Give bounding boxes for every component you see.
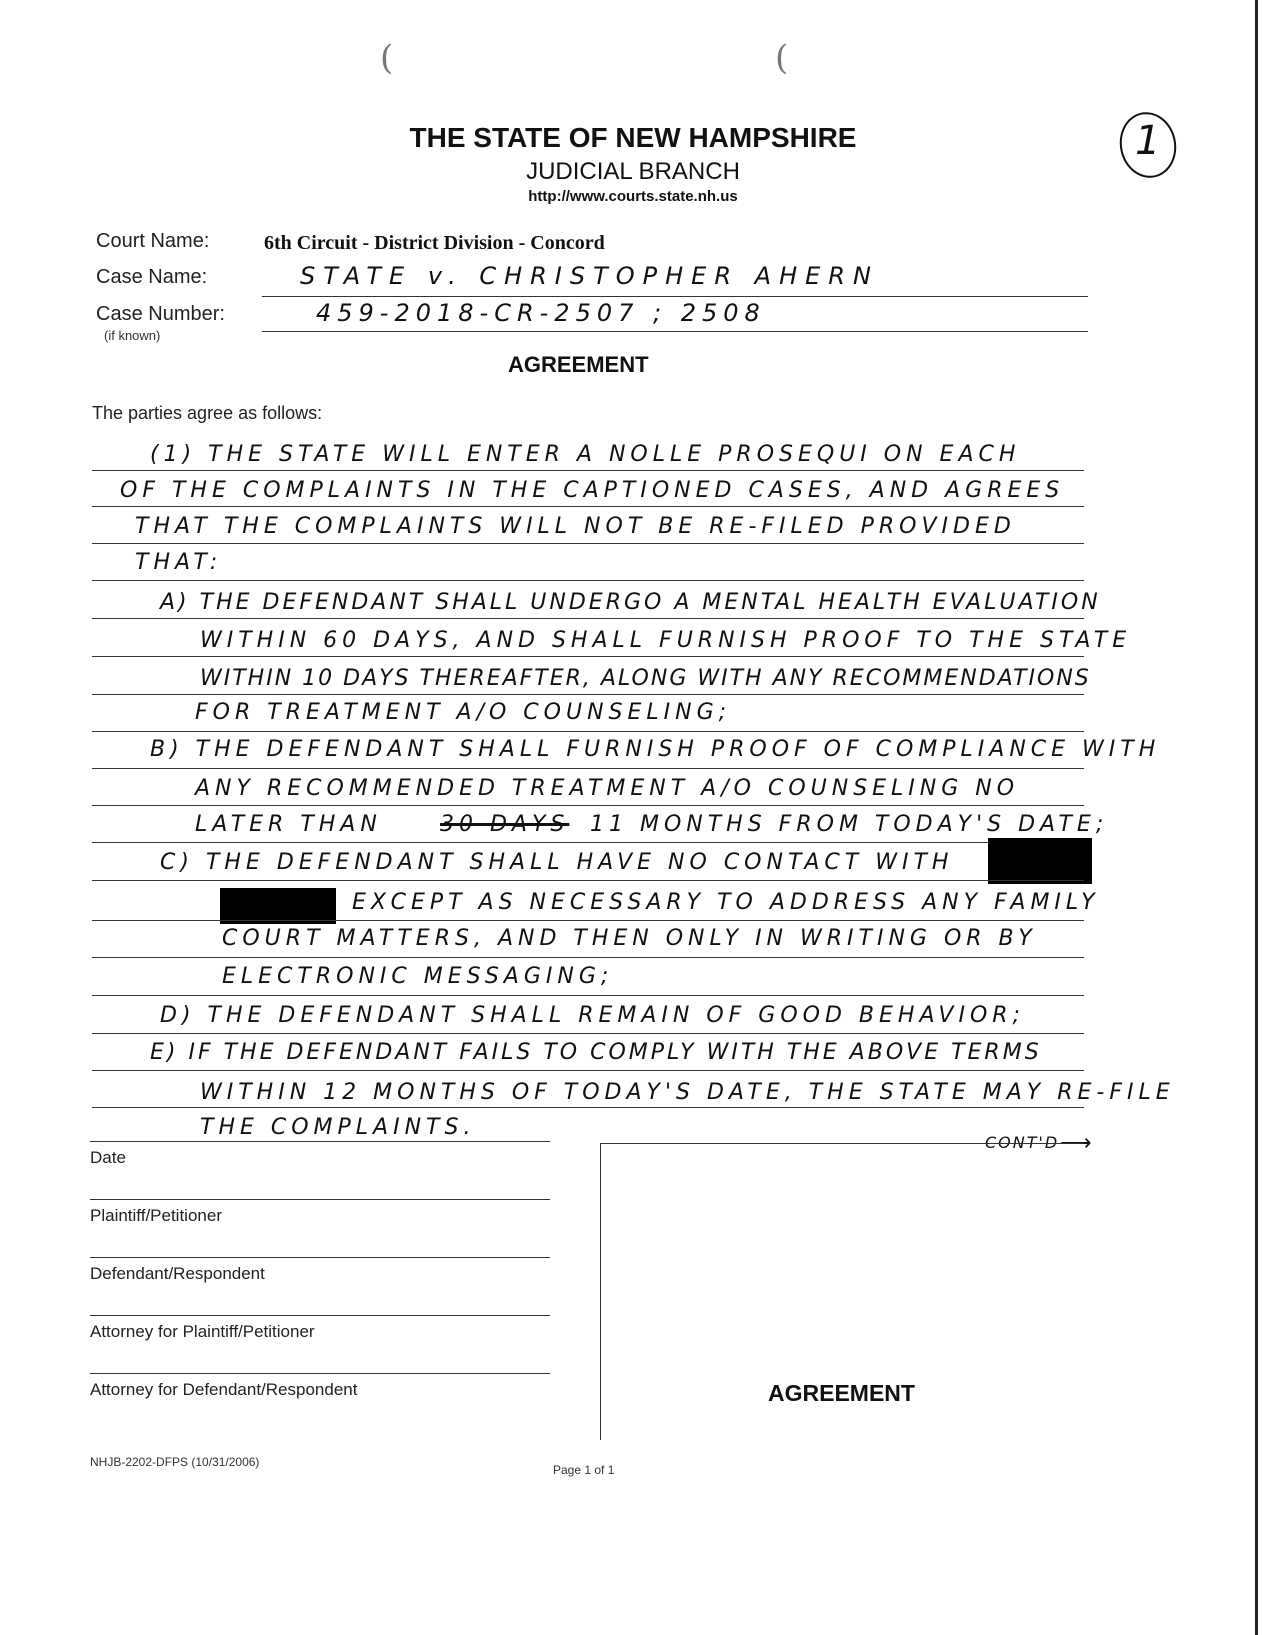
defendant-label: Defendant/Respondent	[90, 1264, 265, 1283]
form-id: NHJB-2202-DFPS (10/31/2006)	[90, 1455, 260, 1469]
atty-defendant-label: Attorney for Defendant/Respondent	[90, 1380, 358, 1399]
case-number-rule	[262, 331, 1088, 332]
struck-text: 30 DAYS	[440, 812, 570, 837]
punch-hole-left: (	[380, 38, 394, 78]
rule-14	[92, 957, 1084, 958]
hand-line-14: COURT MATTERS, AND THEN ONLY IN WRITING OR BY	[222, 926, 1037, 951]
case-number-note: (if known)	[104, 328, 161, 343]
hand-line-4: THAT:	[135, 550, 223, 575]
redaction-block	[220, 888, 336, 924]
hand-line-11-tail: 11 MONTHS FROM TODAY'S DATE;	[590, 812, 1109, 837]
hand-line-12: C) THE DEFENDANT SHALL HAVE NO CONTACT WITH	[160, 850, 954, 875]
rule-3	[92, 543, 1084, 544]
sig-rule-atty-plaintiff	[90, 1373, 550, 1374]
hand-line-5: A) THE DEFENDANT SHALL UNDERGO A MENTAL HEALTH EVALUATION	[160, 590, 1101, 615]
hand-line-7: WITHIN 10 DAYS THEREAFTER, ALONG WITH ANY RECOMMENDATIONS	[200, 666, 1091, 691]
state-title: THE STATE OF NEW HAMPSHIRE	[409, 122, 857, 153]
rule-10	[92, 805, 1084, 806]
rule-16	[92, 1033, 1084, 1034]
case-name-label: Case Name:	[96, 266, 208, 288]
rule-15	[92, 995, 1084, 996]
hand-line-18: WITHIN 12 MONTHS OF TODAY'S DATE, THE STATE MAY RE-FILE	[200, 1080, 1175, 1105]
rule-9	[92, 768, 1084, 769]
rule-12	[92, 880, 1084, 881]
continued-note: CONT'D	[985, 1133, 1060, 1152]
rule-4	[92, 580, 1084, 581]
scan-edge	[1255, 0, 1258, 1635]
court-name-value: 6th Circuit - District Division - Concord	[264, 232, 605, 254]
hand-line-19: THE COMPLAINTS.	[200, 1115, 476, 1140]
rule-13	[92, 920, 1084, 921]
hand-line-6: WITHIN 60 DAYS, AND SHALL FURNISH PROOF TO THE STATE	[200, 628, 1132, 653]
hand-line-3: THAT THE COMPLAINTS WILL NOT BE RE-FILED PROVIDED	[135, 514, 1016, 539]
case-name-rule	[262, 296, 1088, 297]
case-name-value: STATE v. CHRISTOPHER AHERN	[300, 262, 879, 290]
rule-11	[92, 842, 1084, 843]
rule-8	[92, 731, 1084, 732]
hand-line-10: ANY RECOMMENDED TREATMENT A/O COUNSELING NO	[195, 776, 1020, 801]
sig-rule-plaintiff	[90, 1257, 550, 1258]
hand-line-1: (1) THE STATE WILL ENTER A NOLLE PROSEQUI ON EACH	[150, 442, 1021, 467]
case-number-label: Case Number:	[96, 303, 225, 325]
document-title: AGREEMENT	[508, 352, 649, 377]
branch-title: JUDICIAL BRANCH	[526, 158, 740, 185]
rule-17	[92, 1070, 1084, 1071]
punch-hole-right: (	[775, 38, 789, 78]
hand-line-13: EXCEPT AS NECESSARY TO ADDRESS ANY FAMILY	[352, 890, 1100, 915]
box-title: AGREEMENT	[768, 1380, 915, 1406]
hand-line-2: OF THE COMPLAINTS IN THE CAPTIONED CASES, AND AGREES	[120, 478, 1065, 503]
plaintiff-label: Plaintiff/Petitioner	[90, 1206, 222, 1225]
page-number: Page 1 of 1	[553, 1463, 615, 1477]
intro-text: The parties agree as follows:	[92, 403, 323, 423]
hand-line-11: LATER THAN	[195, 812, 382, 837]
date-label: Date	[90, 1148, 126, 1167]
sig-rule-top	[90, 1141, 550, 1142]
redaction-block	[988, 838, 1092, 884]
court-name-label: Court Name:	[96, 230, 210, 252]
hand-line-9: B) THE DEFENDANT SHALL FURNISH PROOF OF COMPLIANCE WITH	[150, 737, 1161, 762]
hand-line-8: FOR TREATMENT A/O COUNSELING;	[195, 700, 732, 725]
rule-2	[92, 506, 1084, 507]
atty-plaintiff-label: Attorney for Plaintiff/Petitioner	[90, 1322, 315, 1341]
hand-line-16: D) THE DEFENDANT SHALL REMAIN OF GOOD BEHAVIOR;	[160, 1003, 1025, 1028]
rule-5	[92, 618, 1084, 619]
rule-18	[92, 1107, 1084, 1108]
case-number-value: 459-2018-CR-2507 ; 2508	[316, 299, 766, 327]
hand-line-17: E) IF THE DEFENDANT FAILS TO COMPLY WITH THE ABOVE TERMS	[150, 1040, 1042, 1065]
arrow-icon: ⟶	[1060, 1130, 1092, 1155]
rule-6	[92, 656, 1084, 657]
court-url: http://www.courts.state.nh.us	[528, 188, 738, 205]
sig-rule-date	[90, 1199, 550, 1200]
rule-7	[92, 694, 1084, 695]
rule-1	[92, 470, 1084, 471]
hand-line-15: ELECTRONIC MESSAGING;	[222, 964, 614, 989]
sig-rule-defendant	[90, 1315, 550, 1316]
page-mark: 1	[1135, 118, 1161, 164]
